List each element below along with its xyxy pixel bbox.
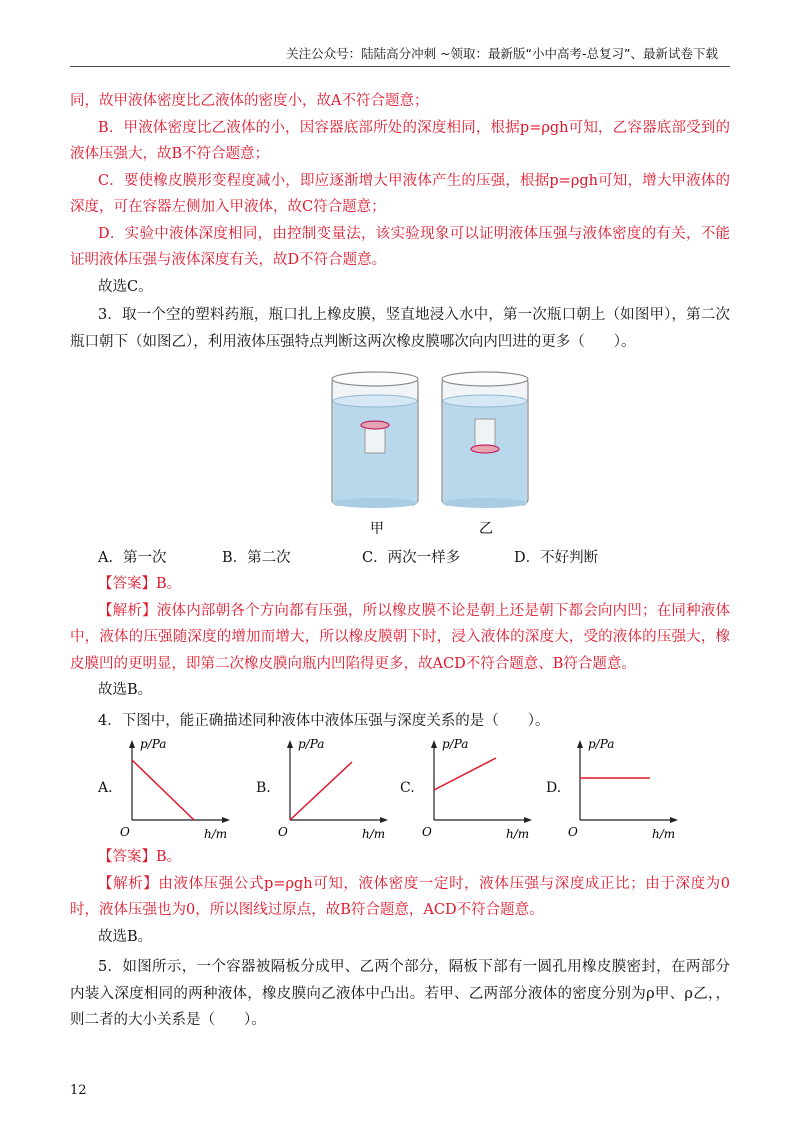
- graph-c: [420, 738, 540, 842]
- page-header: 关注公众号：陆陆高分冲刺 ~领取：最新版“小中高考-总复习”、最新试卷下载: [286, 46, 718, 61]
- graph-label-a: A.: [98, 780, 113, 796]
- graph-label-c: C.: [400, 780, 415, 796]
- figure-label-jia: 甲: [370, 521, 384, 537]
- svg-text:O: O: [278, 825, 288, 839]
- svg-text:h/m: h/m: [204, 827, 228, 841]
- q4-stem: 4．下图中，能正确描述同种液体中液体压强与深度关系的是（ ）。: [98, 712, 550, 729]
- figure-label-yi: 乙: [479, 521, 493, 537]
- q2-choose: 故选C。: [98, 278, 153, 295]
- answer-tag: 【答案】: [98, 849, 156, 865]
- q3-stem: 3．取一个空的塑料药瓶，瓶口扎上橡皮膜，竖直地浸入水中，第一次瓶口朝上（如图甲），第二次瓶口朝下（如图乙），利用液体压强特点判断这两次橡皮膜哪次向内凹进的更多（ ）。: [70, 307, 730, 350]
- svg-text:O: O: [568, 825, 578, 839]
- q3-analysis: 【解析】液体内部朝各个方向都有压强，所以橡皮膜不论是朝上还是朝下都会向内凹；在同种液体中，液体的压强随深度的增加而增大，所以橡皮膜朝下时，浸入液体的深度大，受的液体的压强大，橡皮膜凹的更明显，即第二次橡皮膜向瓶内凹陷得更多，故ACD不符合题意、B符合题意。: [70, 602, 730, 672]
- graph-b-line: [290, 762, 352, 820]
- graph-label-d: D.: [546, 780, 562, 796]
- q3-option-c: C．两次一样多: [362, 550, 461, 566]
- q3-option-b: B．第二次: [222, 550, 291, 566]
- svg-text:p/Pa: p/Pa: [298, 738, 325, 751]
- analysis-tag: 【解析】: [98, 875, 159, 892]
- page-content: [70, 88, 730, 1034]
- q2-option-d: D．实验中液体深度相同，由控制变量法，该实验现象可以证明液体压强与液体密度的有关，不能证明液体压强与液体深度有关，故D不符合题意。: [70, 225, 730, 268]
- beaker-jia: [332, 372, 418, 508]
- graph-b: [276, 738, 396, 842]
- answer-tag: 【答案】: [98, 576, 156, 592]
- graph-d: [566, 738, 686, 842]
- beaker-yi: [442, 372, 528, 508]
- svg-text:O: O: [120, 825, 130, 839]
- svg-text:O: O: [422, 825, 432, 839]
- page-number: 12: [70, 1083, 87, 1098]
- q4-analysis: 【解析】由液体压强公式p=ρgh可知，液体密度一定时，液体压强与深度成正比；由于深度为0时，液体压强也为0，所以图线过原点，故B符合题意，ACD不符合题意。: [70, 875, 730, 918]
- q2-option-a-continuation: 同，故甲液体密度比乙液体的密度小，故A不符合题意；: [70, 93, 429, 109]
- q3-answer: 【答案】B。: [98, 576, 182, 592]
- graph-c-line: [434, 758, 496, 790]
- q4-graphs: [70, 738, 730, 842]
- header-rule: [70, 66, 730, 67]
- q3-option-d: D．不好判断: [514, 550, 599, 566]
- svg-text:h/m: h/m: [362, 827, 386, 841]
- svg-text:p/Pa: p/Pa: [588, 738, 615, 751]
- q5-stem: 5．如图所示，一个容器被隔板分成甲、乙两个部分，隔板下部有一圆孔用橡皮膜密封，在两部分内装入深度相同的两种液体，橡皮膜向乙液体中凸出。若甲、乙两部分液体的密度分别为ρ甲、ρ乙，，则二者的大小关系是（ ）。: [70, 959, 730, 1028]
- q4-choose: 故选B。: [98, 928, 153, 945]
- bottle-experiment-diagram: [70, 361, 730, 541]
- graph-label-b: B.: [256, 780, 271, 796]
- svg-text:p/Pa: p/Pa: [442, 738, 469, 751]
- q2-option-c: C．要使橡皮膜形变程度减小，即应逐渐增大甲液体产生的压强，根据p=ρgh可知，增大甲液体的深度，可在容器左侧加入甲液体，故C符合题意；: [70, 172, 730, 215]
- q4-answer: 【答案】B。: [98, 849, 182, 865]
- svg-text:p/Pa: p/Pa: [140, 738, 167, 751]
- svg-text:h/m: h/m: [506, 827, 530, 841]
- analysis-tag: 【解析】: [98, 602, 157, 619]
- graph-a-line: [132, 760, 194, 820]
- q3-options: [98, 545, 730, 571]
- q2-option-b: B．甲液体密度比乙液体的小，因容器底部所处的深度相同，根据p=ρgh可知，乙容器底部受到的液体压强大，故B不符合题意；: [70, 119, 730, 162]
- q3-figure: [70, 361, 730, 541]
- graph-a: [118, 738, 238, 842]
- q3-choose: 故选B。: [98, 682, 153, 698]
- q3-option-a: A．第一次: [98, 550, 167, 566]
- svg-text:h/m: h/m: [652, 827, 676, 841]
